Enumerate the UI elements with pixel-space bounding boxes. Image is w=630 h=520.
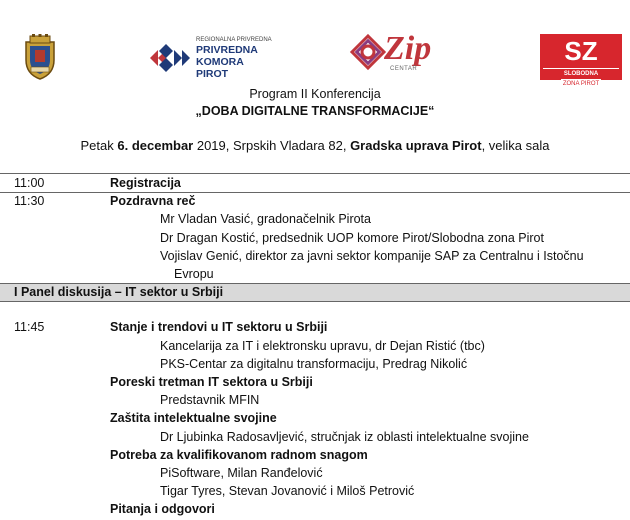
zip-word: Zip — [384, 30, 432, 67]
program-label: Program II Konferencija — [249, 87, 381, 101]
schedule-row-workforce — [0, 446, 630, 464]
item-title-qa: Pitanja i odgovori — [110, 502, 215, 516]
pirot-crest-logo — [20, 34, 60, 80]
speaker-ristic: Kancelarija za IT i elektronsku upravu, dr Dejan Ristić (tbc) — [160, 339, 485, 353]
item-title-workforce: Potreba za kvalifikovanom radnom snagom — [110, 448, 368, 462]
item-title-ip: Zaštita intelektualne svojine — [110, 411, 277, 425]
speaker-radosavljevic: Dr Ljubinka Radosavljević, stručnjak iz oblasti intelektualne svojine — [160, 430, 529, 444]
time-1145: 11:45 — [14, 320, 45, 334]
schedule-row-welcome — [0, 192, 630, 210]
address: 2019, Srpskih Vladara 82, — [193, 138, 351, 153]
privredna-komora-logo — [146, 36, 306, 80]
sz-caption — [543, 68, 619, 87]
speaker-line — [0, 464, 630, 482]
item-title-welcome: Pozdravna reč — [110, 194, 196, 208]
sz-caption-left: SLOBODNA — [563, 71, 599, 77]
zip-subtitle: CENTAR — [390, 66, 418, 72]
sz-mark: SZ — [564, 36, 598, 66]
speaker-genic: Vojislav Genić, direktor za javni sektor kompanije SAP za Centralnu i Istočnu — [160, 249, 584, 263]
speaker-mfin: Predstavnik MFIN — [160, 393, 260, 407]
speaker-line — [0, 210, 630, 228]
speaker-line — [0, 229, 630, 247]
zip-centar-logo — [346, 32, 462, 80]
speaker-line — [0, 355, 630, 373]
schedule-row-ip — [0, 409, 630, 427]
venue-suffix: , velika sala — [481, 138, 550, 153]
sz-caption-right: ZONA PIROT — [562, 81, 600, 87]
speaker-genic-cont: Evropu — [174, 267, 214, 281]
speaker-tigar: Tigar Tyres, Stevan Jovanović i Miloš Petrović — [160, 484, 415, 498]
komora-emblem-icon — [146, 36, 192, 80]
item-title-registration: Registracija — [110, 176, 181, 190]
conference-title: „DOBA DIGITALNE TRANSFORMACIJE“ — [195, 104, 435, 118]
item-title-trends: Stanje i trendovi u IT sektoru u Srbiji — [110, 320, 328, 334]
komora-name — [196, 36, 272, 80]
speaker-vasic: Mr Vladan Vasić, gradonačelnik Pirota — [160, 212, 371, 226]
time-1100: 11:00 — [14, 176, 45, 190]
komora-line1: PRIVREDNA — [196, 44, 258, 56]
schedule-row-registration — [0, 174, 630, 192]
speaker-line — [0, 482, 630, 500]
item-title-tax: Poreski tretman IT sektora u Srbiji — [110, 375, 313, 389]
speaker-nikolic: PKS-Centar za digitalnu transformaciju, Predrag Nikolić — [160, 357, 468, 371]
speaker-line — [0, 428, 630, 446]
speaker-line — [0, 337, 630, 355]
schedule-row-tax — [0, 373, 630, 391]
venue-name: Gradska uprava Pirot — [350, 138, 482, 153]
schedule-row-trends — [0, 318, 630, 336]
panel-header — [0, 283, 630, 301]
date-venue-line — [0, 138, 630, 153]
komora-line2: KOMORA — [196, 56, 244, 68]
row-rule — [0, 301, 630, 302]
coat-of-arms-icon — [20, 34, 60, 80]
speaker-pisoftware: PiSoftware, Milan Ranđelović — [160, 466, 323, 480]
komora-small-text: REGIONALNA PRIVREDNA — [196, 37, 272, 43]
date-value: 6. decembar — [117, 138, 194, 153]
date-prefix: Petak — [80, 138, 118, 153]
time-1130: 11:30 — [14, 194, 45, 208]
slobodna-zona-logo — [540, 34, 622, 87]
komora-line3: PIROT — [196, 68, 229, 80]
panel-title: I Panel diskusija – IT sektor u Srbiji — [14, 285, 224, 299]
schedule-row-qa — [0, 500, 630, 518]
speaker-line — [0, 265, 630, 283]
speaker-line — [0, 391, 630, 409]
speaker-line — [0, 247, 630, 265]
speaker-kostic: Dr Dragan Kostić, predsednik UOP komore Pirot/Slobodna zona Pirot — [160, 231, 544, 245]
